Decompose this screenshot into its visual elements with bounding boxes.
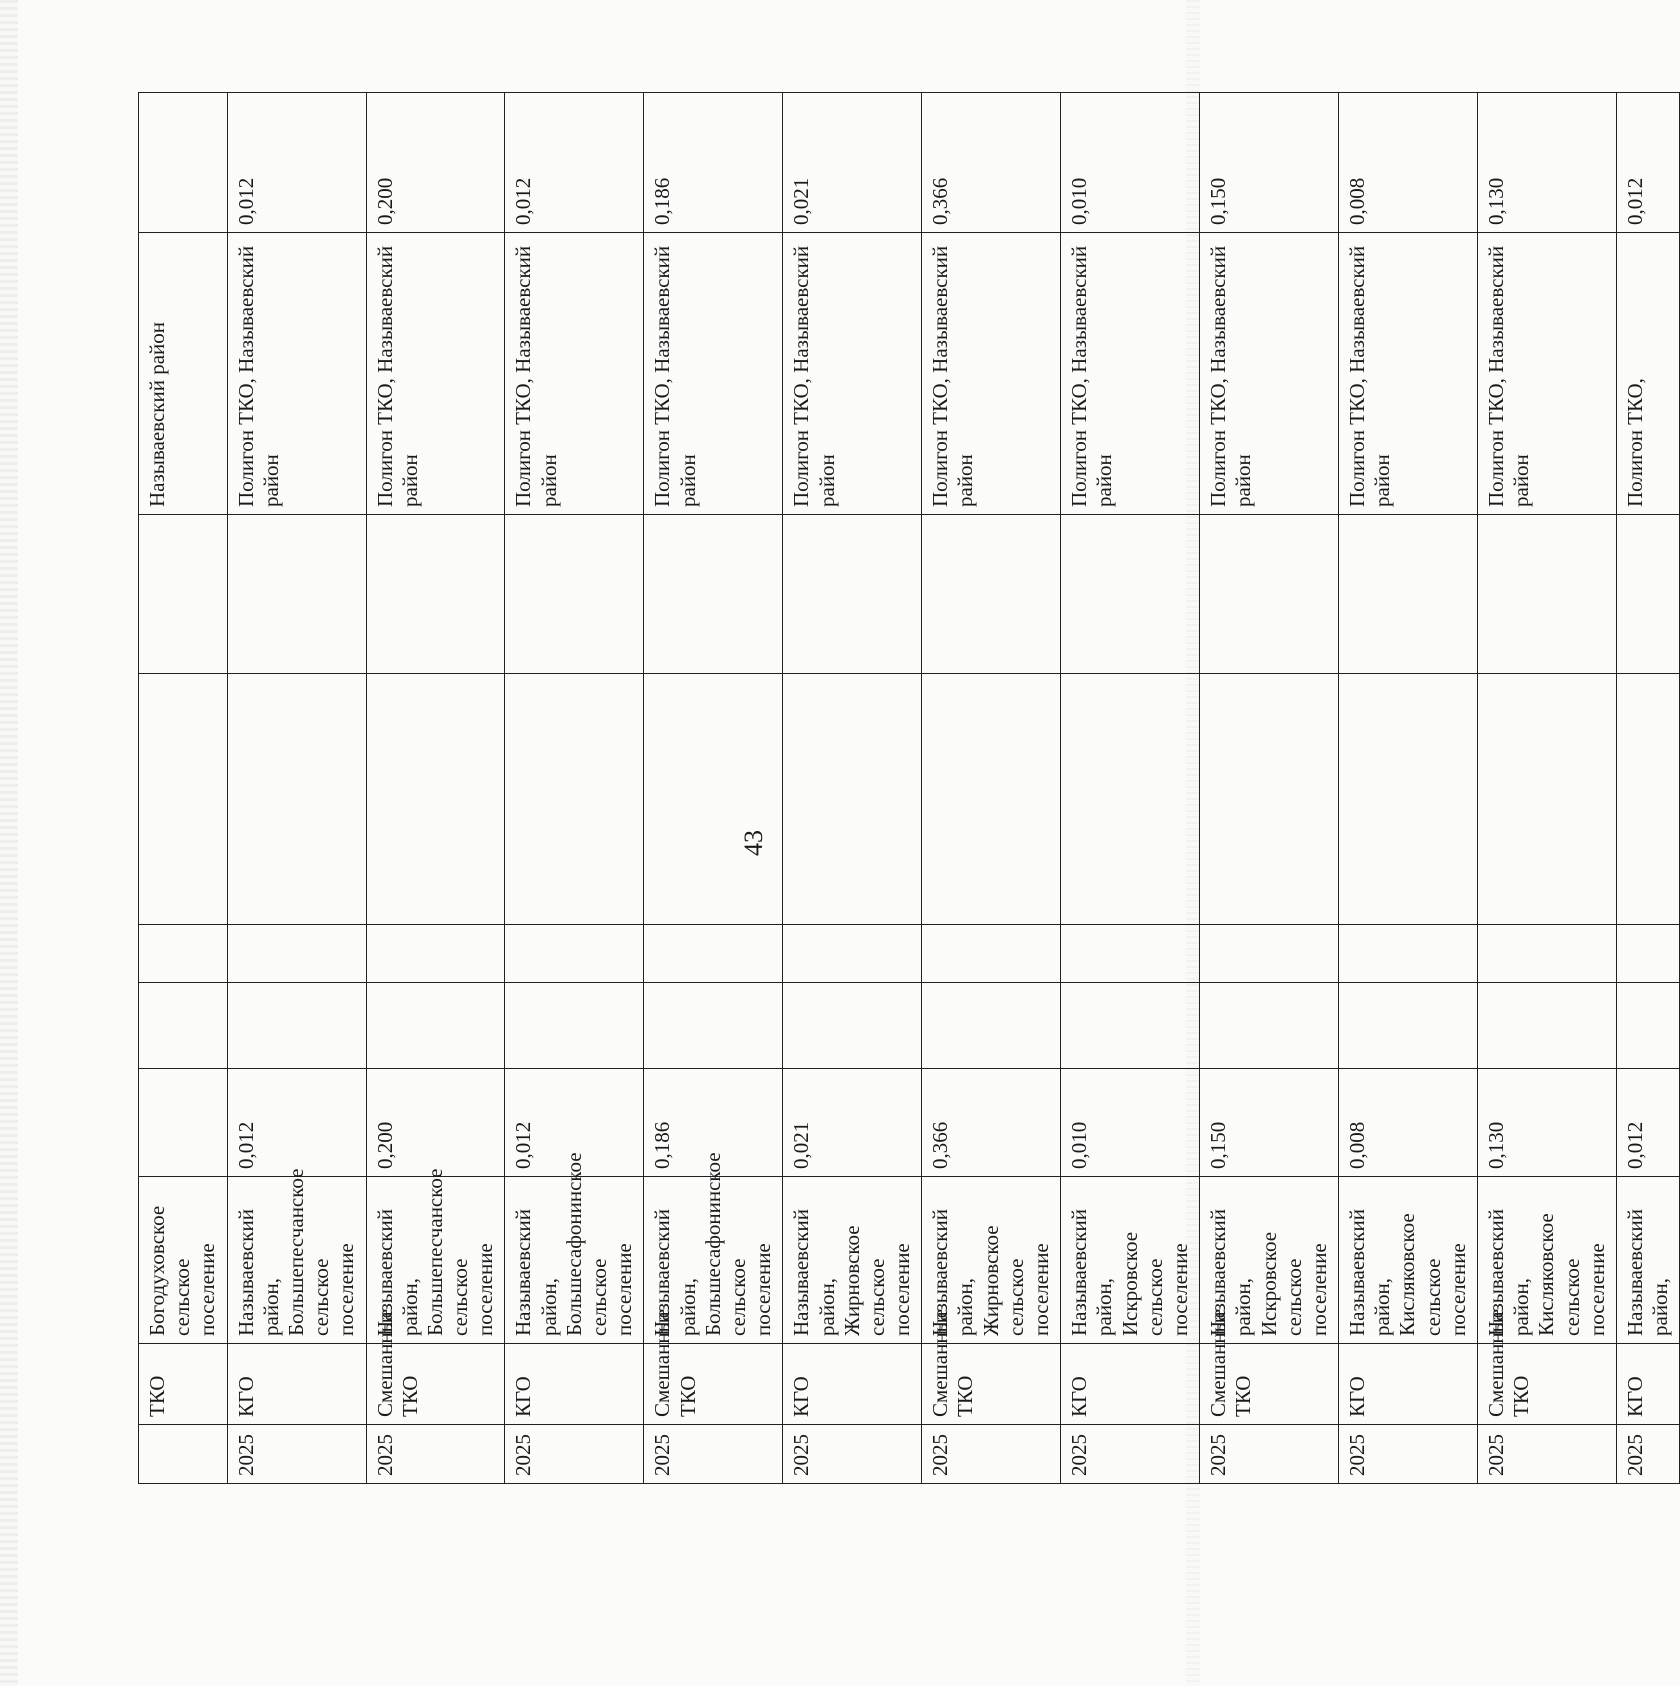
cell-year: 2025 [1200, 1425, 1339, 1484]
cell-destination: Полигон ТКО, Называевский район [922, 233, 1061, 515]
cell-location: Называевский район, Большепесчанское сельское поселение [366, 1177, 505, 1344]
cell-destination: Полигон ТКО, Называевский район [505, 233, 644, 515]
cell-amount: 0,186 [644, 1069, 783, 1177]
cell-location: Называевский район, Искровское сельское поселение [1200, 1177, 1339, 1344]
cell-amount: 0,010 [1061, 1069, 1200, 1177]
cell-amount [139, 1069, 228, 1177]
cell-empty [1616, 983, 1679, 1069]
cell-year: 2025 [227, 1425, 366, 1484]
cell-empty [505, 983, 644, 1069]
cell-location: Называевский район, Кисляковское сельское поселение [1339, 1177, 1478, 1344]
cell-empty [505, 674, 644, 925]
cell-empty [1061, 515, 1200, 674]
cell-empty [139, 674, 228, 925]
cell-amount-out: 0,200 [366, 93, 505, 233]
cell-empty [922, 983, 1061, 1069]
cell-location: Называевский район, Большепесчанское сельское поселение [227, 1177, 366, 1344]
cell-empty [1478, 515, 1617, 674]
cell-year: 2025 [505, 1425, 644, 1484]
cell-empty [1339, 674, 1478, 925]
cell-destination: Полигон ТКО, [1616, 233, 1679, 515]
cell-empty [1616, 674, 1679, 925]
cell-location: Называевский район, [1616, 1177, 1679, 1344]
table-row [1200, 93, 1339, 1484]
cell-amount: 0,021 [783, 1069, 922, 1177]
cell-empty [1200, 674, 1339, 925]
cell-year: 2025 [366, 1425, 505, 1484]
cell-amount-out: 0,008 [1339, 93, 1478, 233]
table-row [1616, 93, 1679, 1484]
table-row [1478, 93, 1617, 1484]
cell-empty [1478, 925, 1617, 983]
table-row [139, 93, 228, 1484]
cell-year: 2025 [922, 1425, 1061, 1484]
cell-destination: Называевский район [139, 233, 228, 515]
cell-amount-out: 0,366 [922, 93, 1061, 233]
cell-amount-out: 0,012 [1616, 93, 1679, 233]
cell-year: 2025 [1339, 1425, 1478, 1484]
cell-location: Называевский район, Кисляковское сельское поселение [1478, 1177, 1617, 1344]
cell-empty [227, 925, 366, 983]
table-row [783, 93, 922, 1484]
cell-empty [1478, 983, 1617, 1069]
cell-location: Богодуховское сельское поселение [139, 1177, 228, 1344]
cell-type: Смешанные ТКО [366, 1344, 505, 1425]
cell-empty [644, 983, 783, 1069]
cell-location: Называевский район, Искровское сельское поселение [1061, 1177, 1200, 1344]
cell-type: КГО [505, 1344, 644, 1425]
cell-empty [783, 674, 922, 925]
cell-empty [922, 925, 1061, 983]
cell-location: Называевский район, Большесафонинское сельское поселение [644, 1177, 783, 1344]
cell-amount: 0,366 [922, 1069, 1061, 1177]
table-row [505, 93, 644, 1484]
table-body [139, 93, 1680, 1484]
cell-amount: 0,200 [366, 1069, 505, 1177]
cell-amount-out [139, 93, 228, 233]
cell-empty [1200, 983, 1339, 1069]
cell-empty [1616, 515, 1679, 674]
cell-empty [1616, 925, 1679, 983]
cell-empty [366, 983, 505, 1069]
cell-empty [505, 925, 644, 983]
cell-destination: Полигон ТКО, Называевский район [1200, 233, 1339, 515]
cell-empty [644, 674, 783, 925]
cell-empty [644, 925, 783, 983]
cell-destination: Полигон ТКО, Называевский район [1061, 233, 1200, 515]
cell-empty [644, 515, 783, 674]
cell-amount-out: 0,186 [644, 93, 783, 233]
cell-amount: 0,008 [1339, 1069, 1478, 1177]
cell-empty [783, 515, 922, 674]
table-row [1061, 93, 1200, 1484]
cell-empty [227, 515, 366, 674]
cell-amount-out: 0,012 [505, 93, 644, 233]
cell-amount-out: 0,150 [1200, 93, 1339, 233]
cell-empty [1339, 983, 1478, 1069]
cell-empty [139, 925, 228, 983]
cell-destination: Полигон ТКО, Называевский район [227, 233, 366, 515]
cell-destination: Полигон ТКО, Называевский район [1478, 233, 1617, 515]
cell-amount-out: 0,012 [227, 93, 366, 233]
table-row [1339, 93, 1478, 1484]
cell-location: Называевский район, Жирновское сельское поселение [783, 1177, 922, 1344]
cell-amount-out: 0,130 [1478, 93, 1617, 233]
cell-type: Смешанные ТКО [922, 1344, 1061, 1425]
cell-empty [366, 925, 505, 983]
table-row [644, 93, 783, 1484]
cell-amount: 0,150 [1200, 1069, 1339, 1177]
cell-empty [1200, 925, 1339, 983]
cell-empty [139, 515, 228, 674]
cell-destination: Полигон ТКО, Называевский район [783, 233, 922, 515]
table-row [922, 93, 1061, 1484]
cell-type: ТКО [139, 1344, 228, 1425]
cell-empty [1478, 674, 1617, 925]
scan-edge-left [0, 0, 18, 1686]
cell-year: 2025 [644, 1425, 783, 1484]
cell-year: 2025 [1478, 1425, 1617, 1484]
cell-empty [505, 515, 644, 674]
cell-type: КГО [1061, 1344, 1200, 1425]
cell-type: КГО [783, 1344, 922, 1425]
cell-year: 2025 [1616, 1425, 1679, 1484]
waste-table [138, 92, 1680, 1484]
cell-empty [227, 674, 366, 925]
cell-location: Называевский район, Жирновское сельское поселение [922, 1177, 1061, 1344]
cell-destination: Полигон ТКО, Называевский район [1339, 233, 1478, 515]
cell-empty [783, 983, 922, 1069]
cell-location: Называевский район, Большесафонинское сельское поселение [505, 1177, 644, 1344]
cell-destination: Полигон ТКО, Называевский район [366, 233, 505, 515]
table-frame [138, 93, 1673, 1484]
cell-empty [227, 983, 366, 1069]
cell-empty [1061, 983, 1200, 1069]
cell-empty [1061, 925, 1200, 983]
cell-type: Смешанные ТКО [1200, 1344, 1339, 1425]
cell-year: 2025 [783, 1425, 922, 1484]
cell-empty [1061, 674, 1200, 925]
cell-empty [366, 515, 505, 674]
cell-empty [922, 515, 1061, 674]
cell-empty [783, 925, 922, 983]
page-number: 43 [739, 830, 768, 856]
cell-amount: 0,012 [505, 1069, 644, 1177]
cell-type: КГО [1616, 1344, 1679, 1425]
cell-type: Смешанные ТКО [644, 1344, 783, 1425]
table-row [227, 93, 366, 1484]
cell-empty [1200, 515, 1339, 674]
cell-type: КГО [1339, 1344, 1478, 1425]
cell-amount-out: 0,021 [783, 93, 922, 233]
cell-type: КГО [227, 1344, 366, 1425]
cell-destination: Полигон ТКО, Называевский район [644, 233, 783, 515]
cell-type: Смешанные ТКО [1478, 1344, 1617, 1425]
cell-amount: 0,130 [1478, 1069, 1617, 1177]
cell-empty [1339, 515, 1478, 674]
cell-empty [922, 674, 1061, 925]
cell-year: 2025 [1061, 1425, 1200, 1484]
table-row [366, 93, 505, 1484]
cell-amount-out: 0,010 [1061, 93, 1200, 233]
cell-amount: 0,012 [1616, 1069, 1679, 1177]
cell-empty [366, 674, 505, 925]
cell-empty [139, 983, 228, 1069]
cell-empty [1339, 925, 1478, 983]
cell-amount: 0,012 [227, 1069, 366, 1177]
cell-year [139, 1425, 228, 1484]
